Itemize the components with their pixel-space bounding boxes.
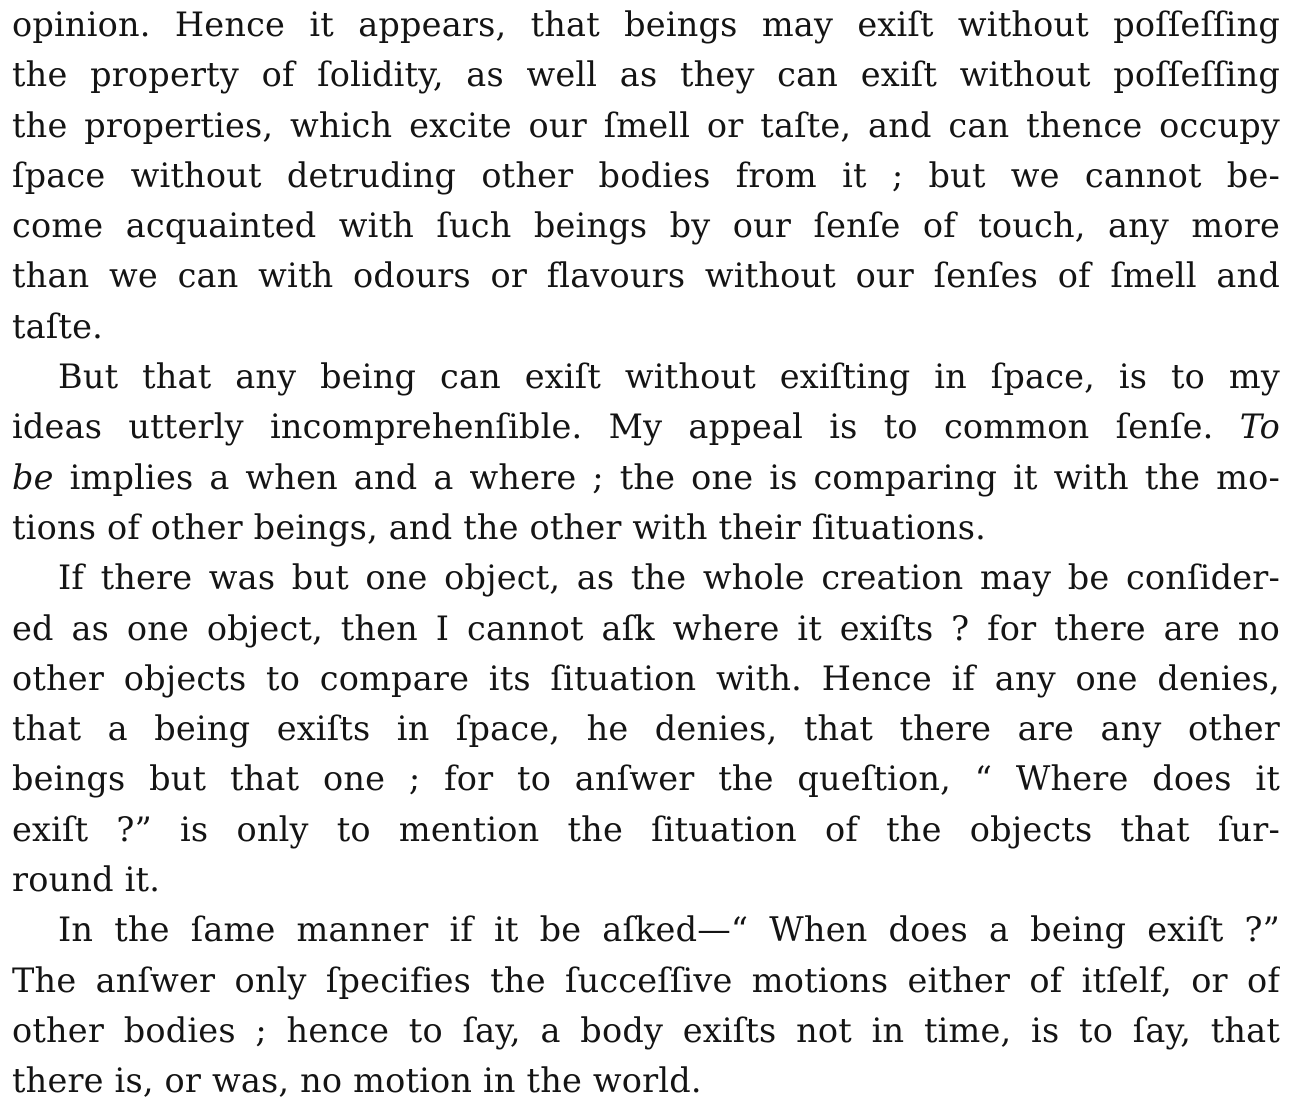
text-line: ſpace without detruding other bodies from it ; but we cannot be- (12, 155, 1280, 195)
paragraph-4 (12, 905, 1280, 1106)
text-line: But that any being can exiſt without exiſting in ſpace, is to my (58, 357, 1280, 397)
text-line: there is, or was, no motion in the world. (12, 1061, 702, 1101)
italic-word: be (12, 457, 54, 497)
paragraph-1 (12, 0, 1280, 352)
text-line: the property of ſolidity, as well as they can exiſt without poſſeſſing (12, 55, 1280, 95)
paragraph-3 (12, 553, 1280, 905)
text-line: taſte. (12, 306, 103, 346)
text-line: other bodies ; hence to ſay, a body exiſts not in time, is to ſay, that (12, 1010, 1280, 1050)
text-line: than we can with odours or flavours without our ſenſes of ſmell and (12, 256, 1280, 296)
text-line: ideas utterly incomprehenſible. My appeal is to common ſenſe. To (12, 407, 1280, 447)
text-line: come acquainted with ſuch beings by our ſenſe of touch, any more (12, 206, 1280, 246)
text-line: If there was but one object, as the whole creation may be conſider- (58, 558, 1280, 598)
text-line: ed as one object, then I cannot aſk where it exiſts ? for there are no (12, 608, 1280, 648)
text-line: other objects to compare its ſituation with. Hence if any one denies, (12, 658, 1280, 698)
text-line: exiſt ?” is only to mention the ſituation of the objects that ſur- (12, 809, 1280, 849)
text-line: beings but that one ; for to anſwer the queſtion, “ Where does it (12, 759, 1280, 799)
paragraph-2 (12, 352, 1280, 553)
italic-word: To (1239, 407, 1280, 447)
text-line: The anſwer only ſpecifies the ſucceſſive motions either of itſelf, or of (12, 960, 1280, 1000)
text-line: that a being exiſts in ſpace, he denies, that there are any other (12, 709, 1280, 749)
text-line: In the ſame manner if it be aſked—“ When does a being exiſt ?” (58, 910, 1280, 950)
text-line: tions of other beings, and the other with their ſituations. (12, 507, 987, 547)
book-page (12, 0, 1280, 1107)
text-line: the properties, which excite our ſmell or taſte, and can thence occupy (12, 105, 1280, 145)
text-line: be implies a when and a where ; the one is comparing it with the mo- (12, 457, 1280, 497)
text-line: round it. (12, 860, 161, 900)
text-line: opinion. Hence it appears, that beings may exiſt without poſſeſſing (12, 5, 1280, 44)
